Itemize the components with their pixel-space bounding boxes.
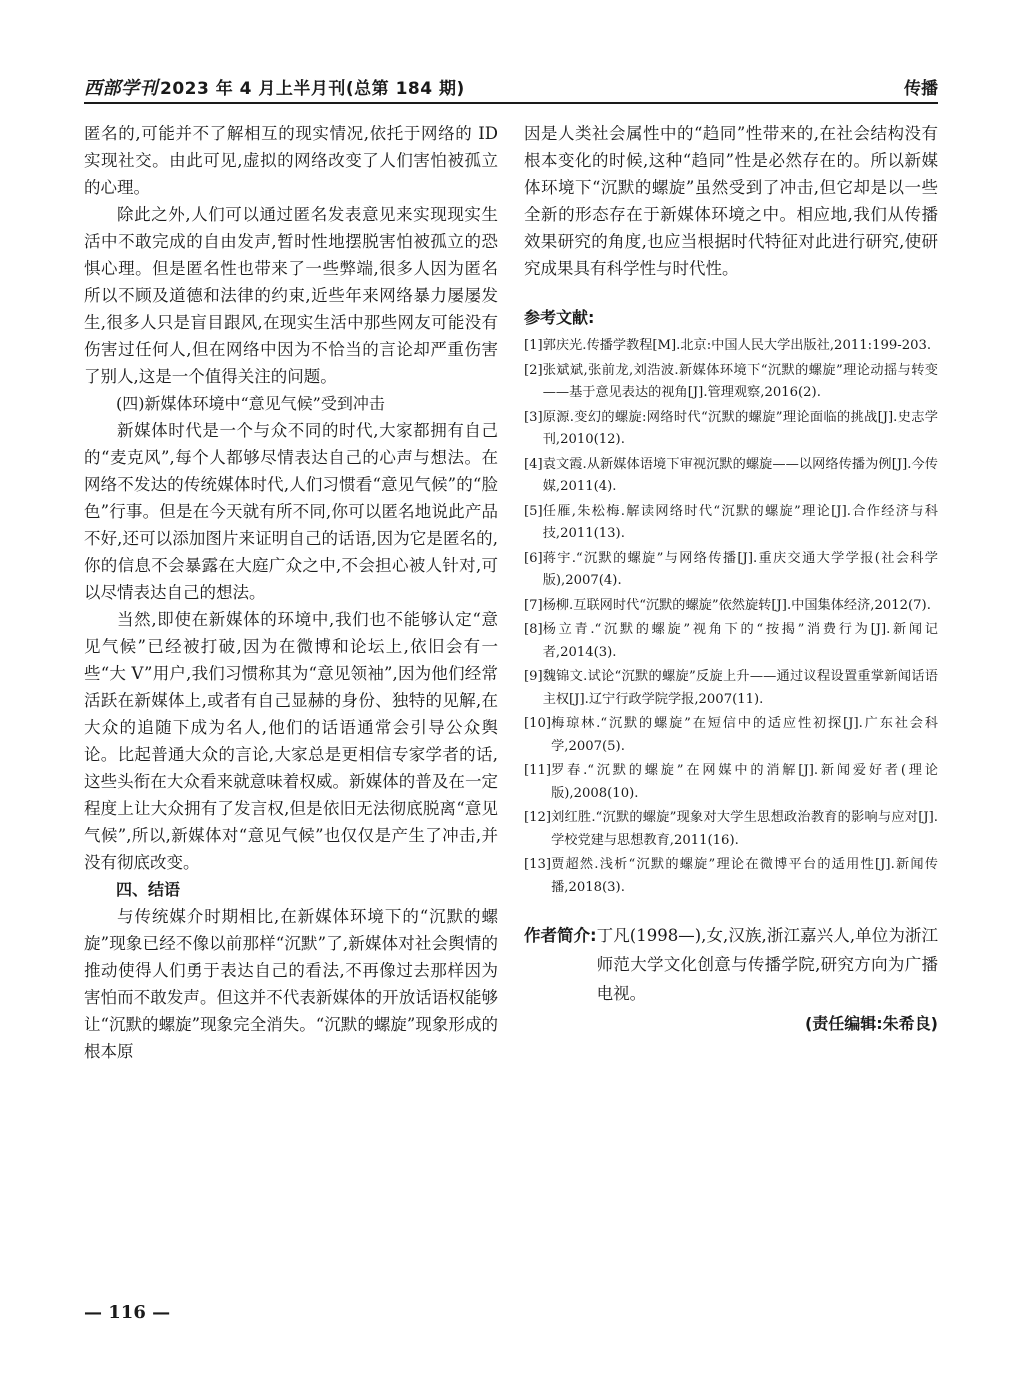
reference-item [524,548,938,593]
reference-item [524,501,938,546]
author-bio-text: 丁凡(1998—),女,汉族,浙江嘉兴人,单位为浙江师范大学文化创意与传播学院,研究方向为广播电视。 [596,926,938,1003]
reference-item [524,595,938,618]
paragraph: 当然,即使在新媒体的环境中,我们也不能够认定“意见气候”已经被打破,因为在微博和论坛上,依旧会有一些“大 V”用户,我们习惯称其为“意见领袖”,因为他们经常活跃在新媒体上,或者有自己显赫的身份、独特的见解,在大众的追随下成为名人,他们的话语通常会引导公众舆论。比起普通大众的言论,大家总是更相信专家学者的话,这些头衔在大众看来就意味着权威。新媒体的普及在一定程度上让大众拥有了发言权,但是依旧无法彻底脱离“意见气候”,所以,新媒体对“意见气候”也仅仅是产生了冲击,并没有彻底改变。 [84,610,498,872]
reference-text: 刘红胜.“沉默的螺旋”现象对大学生思想政治教育的影响与应对[J].学校党建与思想教育,2011(16). [551,810,938,848]
reference-text: 贾超然.浅析“沉默的螺旋”理论在微博平台的适用性[J].新闻传播,2018(3). [551,857,938,895]
references-title: 参考文献: [524,308,595,327]
reference-number: [12] [524,810,552,825]
reference-item [524,854,938,899]
reference-item [524,807,938,852]
journal-title [84,74,465,100]
author-bio-label: 作者简介: [524,926,597,945]
reference-item [524,454,938,499]
reference-text: 杨柳.互联网时代“沉默的螺旋”依然旋转[J].中国集体经济,2012(7). [542,597,931,613]
author-bio [524,921,938,1008]
reference-item [524,335,938,358]
reference-text: 原源.变幻的螺旋:网络时代“沉默的螺旋”理论面临的挑战[J].史志学刊,2010(12). [542,409,938,447]
reference-text: 杨立青.“沉默的螺旋”视角下的“按揭”消费行为[J].新闻记者,2014(3). [542,622,938,660]
reference-item [524,619,938,664]
page-header [84,70,938,104]
reference-number: [1] [524,338,543,353]
right-column [524,120,938,1037]
reference-text: 魏锦文.试论“沉默的螺旋”反旋上升——通过议程设置重掌新闻话语主权[J].辽宁行政学院学报,2007(11). [542,669,938,707]
reference-item [524,713,938,758]
reference-text: 郭庆光.传播学教程[M].北京:中国人民大学出版社,2011:199-203. [542,338,932,353]
reference-item [524,666,938,711]
paragraph: 因是人类社会属性中的“趋同”性带来的,在社会结构没有根本变化的时候,这种“趋同”性是必然存在的。所以新媒体环境下“沉默的螺旋”虽然受到了冲击,但它却是以一些全新的形态存在于新媒体环境之中。相应地,我们从传播效果研究的角度,也应当根据时代特征对此进行研究,使研究成果具有科学性与时代性。 [524,124,938,278]
reference-number: [6] [524,550,543,566]
section-name: 传播 [904,79,938,99]
reference-number: [4] [524,456,543,472]
subsection-heading: (四)新媒体环境中“意见气候”受到冲击 [116,394,385,413]
reference-number: [7] [524,597,543,613]
paragraph: 新媒体时代是一个与众不同的时代,大家都拥有自己的“麦克风”,每个人都够尽情表达自己的心声与想法。在网络不发达的传统媒体时代,人们习惯看“意见气候”的“脸色”行事。但是在今天就有所不同,你可以匿名地说此产品不好,还可以添加图片来证明自己的话语,因为它是匿名的,你的信息不会暴露在大庭广众之中,不会担心被人针对,可以尽情表达自己的想法。 [84,421,498,602]
reference-number: [9] [524,669,543,684]
reference-text: 蒋宇.“沉默的螺旋”与网络传播[J].重庆交通大学学报(社会科学版),2007(4). [542,550,938,588]
reference-text: 袁文霞.从新媒体语境下审视沉默的螺旋——以网络传播为例[J].今传媒,2011(4). [542,456,938,494]
page-number: — 116 — [84,1302,171,1323]
journal-logo: 西部学刊 [84,78,158,99]
responsible-editor: (责任编辑:朱希良) [804,1014,938,1033]
reference-number: [10] [524,716,552,731]
reference-number: [8] [524,622,543,637]
paragraph: 除此之外,人们可以通过匿名发表意见来实现现实生活中不敢完成的自由发声,暂时性地摆脱害怕被孤立的恐惧心理。但是匿名性也带来了一些弊端,很多人因为匿名所以不顾及道德和法律的约束,近些年来网络暴力屡屡发生,很多人只是盲目跟风,在现实生活中那些网友可能没有伤害过任何人,但在网络中因为不恰当的言论却严重伤害了别人,这是一个值得关注的问题。 [84,205,498,386]
journal-issue: 2023 年 4 月上半月刊(总第 184 期) [160,79,465,99]
reference-item [524,360,938,405]
reference-item [524,760,938,805]
section-heading: 四、结语 [116,880,181,899]
reference-number: [5] [524,503,543,519]
reference-number: [2] [524,362,543,378]
reference-text: 张斌斌,张前龙,刘浩波.新媒体环境下“沉默的螺旋”理论动摇与转变——基于意见表达的视角[J].管理观察,2016(2). [542,362,938,400]
left-column [84,120,498,1065]
reference-text: 罗春.“沉默的螺旋”在网媒中的消解[J].新闻爱好者(理论版),2008(10). [551,763,938,801]
reference-text: 任雁,朱松梅.解读网络时代“沉默的螺旋”理论[J].合作经济与科技,2011(13). [542,503,938,541]
reference-number: [3] [524,409,543,425]
reference-text: 梅琼林.“沉默的螺旋”在短信中的适应性初探[J].广东社会科学,2007(5). [551,716,938,754]
reference-item [524,407,938,452]
references-list [524,335,938,899]
reference-number: [11] [524,763,552,778]
paragraph: 与传统媒介时期相比,在新媒体环境下的“沉默的螺旋”现象已经不像以前那样“沉默”了,新媒体对社会舆情的推动使得人们勇于表达自己的看法,不再像过去那样因为害怕而不敢发声。但这并不代表新媒体的开放话语权能够让“沉默的螺旋”现象完全消失。“沉默的螺旋”现象形成的根本原 [84,907,498,1061]
paragraph: 匿名的,可能并不了解相互的现实情况,依托于网络的 ID 实现社交。由此可见,虚拟的网络改变了人们害怕被孤立的心理。 [84,124,498,197]
reference-number: [13] [524,857,552,872]
